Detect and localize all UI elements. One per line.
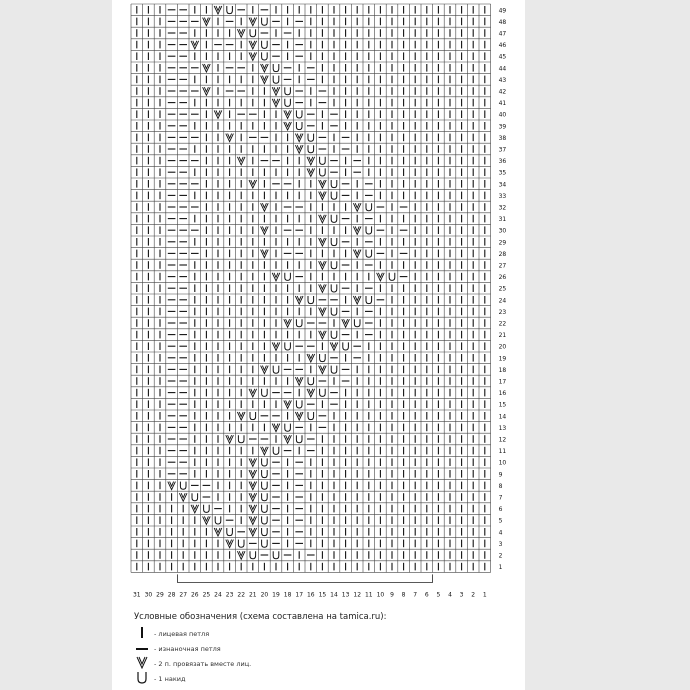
legend-label-knit: - лицевая петля [154, 629, 210, 638]
yarn-over-stitch [215, 516, 221, 524]
legend-row-purl [134, 641, 514, 656]
yarn-over-stitch [262, 516, 268, 524]
yarn-over-stitch [238, 435, 244, 443]
k2tog-stitch [249, 41, 257, 49]
yarn-over-stitch [273, 64, 279, 72]
row-number: 9 [498, 471, 503, 479]
yarn-over-stitch [331, 331, 337, 339]
k2tog-stitch [295, 377, 303, 385]
k2tog-stitch [249, 52, 257, 60]
k2tog-stitch [295, 296, 303, 304]
yarn-over-stitch [366, 203, 372, 211]
row-number: 8 [498, 482, 503, 490]
k2tog-stitch [249, 470, 257, 478]
k2tog-stitch [307, 168, 315, 176]
column-number: 1 [482, 591, 487, 599]
column-number: 11 [364, 591, 373, 599]
k2tog-stitch [249, 528, 257, 536]
yarn-over-stitch [366, 296, 372, 304]
k2tog-stitch [319, 331, 327, 339]
k2tog-stitch [261, 226, 269, 234]
yarn-over-stitch [331, 215, 337, 223]
row-number: 47 [498, 30, 507, 38]
k2tog-stitch [203, 87, 211, 95]
yarn-over-stitch [273, 551, 279, 559]
k2tog-stitch [272, 424, 280, 432]
row-number: 34 [498, 181, 507, 189]
yarn-over-stitch [204, 505, 210, 513]
yarn-over-stitch [180, 482, 186, 490]
k2tog-stitch [261, 250, 269, 258]
row-number: 11 [498, 448, 507, 456]
column-number: 27 [179, 591, 188, 599]
column-number: 2 [471, 591, 476, 599]
column-number: 29 [156, 591, 164, 599]
row-number: 10 [498, 459, 507, 467]
column-number: 23 [225, 591, 234, 599]
row-number: 44 [498, 65, 507, 73]
yarn-over-stitch [238, 540, 244, 548]
k2tog-stitch [353, 250, 361, 258]
row-number: 4 [498, 529, 503, 537]
yarn-over-stitch [308, 145, 314, 153]
yarn-over-stitch [262, 493, 268, 501]
k2tog-stitch [342, 319, 350, 327]
knit-stitch-icon [134, 627, 150, 640]
row-number: 40 [498, 111, 507, 119]
k2tog-stitch [237, 29, 245, 37]
row-number: 43 [498, 76, 507, 84]
k2tog-stitch [214, 6, 222, 14]
k2tog-stitch [295, 145, 303, 153]
column-number: 14 [330, 591, 338, 599]
column-number: 12 [353, 591, 362, 599]
k2tog-stitch [226, 540, 234, 548]
yarn-over-stitch [320, 157, 326, 165]
yarn-over-stitch [331, 284, 337, 292]
column-number: 21 [248, 591, 257, 599]
yarn-over-stitch [285, 87, 291, 95]
yarn-over-stitch [296, 122, 302, 130]
yarn-over-stitch [296, 435, 302, 443]
row-number: 31 [498, 216, 507, 224]
k2tog-stitch [191, 505, 199, 513]
yarn-over-stitch [320, 389, 326, 397]
row-number: 35 [498, 169, 507, 177]
column-number: 20 [260, 591, 269, 599]
yarn-over-stitch [308, 412, 314, 420]
k2tog-stitch [203, 64, 211, 72]
k2tog-stitch [261, 76, 269, 84]
column-number: 24 [214, 591, 222, 599]
k2tog-stitch [330, 342, 338, 350]
legend-row-yo [134, 671, 514, 686]
column-number: 5 [436, 591, 441, 599]
column-number: 7 [413, 591, 418, 599]
chart-sheet [112, 0, 525, 690]
yarn-over-stitch [262, 528, 268, 536]
k2tog-stitch [249, 482, 257, 490]
row-number: 14 [498, 413, 507, 421]
yarn-over-stitch [296, 400, 302, 408]
legend-label-yo: - 1 накид [154, 674, 186, 683]
k2tog-stitch [249, 458, 257, 466]
column-number: 26 [190, 591, 199, 599]
legend-row-k2tog [134, 656, 514, 671]
k2tog-stitch [319, 284, 327, 292]
yarn-over-stitch [227, 528, 233, 536]
row-number: 33 [498, 192, 507, 200]
yarn-over-stitch [308, 377, 314, 385]
column-number: 25 [202, 591, 211, 599]
row-number: 23 [498, 308, 507, 316]
k2tog-stitch [191, 41, 199, 49]
k2tog-stitch [307, 389, 315, 397]
yarn-over-stitch [250, 29, 256, 37]
row-number: 32 [498, 204, 507, 212]
legend-row-knit [134, 626, 514, 641]
k2tog-stitch [203, 516, 211, 524]
row-number: 5 [498, 517, 503, 525]
k2tog-stitch [249, 505, 257, 513]
column-number: 8 [401, 591, 406, 599]
k2tog-stitch [319, 180, 327, 188]
legend-label-purl: - изнаночная петля [154, 644, 221, 653]
row-number: 21 [498, 332, 507, 340]
row-number: 46 [498, 42, 507, 50]
column-number: 19 [272, 591, 280, 599]
yarn-over-stitch [262, 41, 268, 49]
row-number: 2 [498, 552, 503, 560]
yarn-over-stitch [331, 261, 337, 269]
yarn-over-stitch [262, 389, 268, 397]
yarn-over-stitch [262, 458, 268, 466]
row-number: 6 [498, 506, 503, 514]
row-number: 42 [498, 88, 507, 96]
row-number: 37 [498, 146, 507, 154]
row-number: 41 [498, 100, 507, 108]
yarn-over-stitch [320, 354, 326, 362]
yarn-over-stitch [331, 238, 337, 246]
k2tog-stitch [353, 203, 361, 211]
k2tog-stitch [319, 308, 327, 316]
row-number: 25 [498, 285, 507, 293]
yarn-over-stitch [285, 342, 291, 350]
k2tog-stitch [261, 203, 269, 211]
repeat-bracket [177, 574, 432, 582]
purl-stitch-icon [134, 643, 150, 655]
yarn-over-icon [134, 671, 150, 686]
row-numbers [499, 7, 507, 571]
column-number: 13 [341, 591, 350, 599]
k2tog-stitch [319, 238, 327, 246]
k2tog-stitch [237, 157, 245, 165]
k2tog-stitch-icon [134, 656, 150, 671]
k2tog-stitch [319, 366, 327, 374]
row-number: 20 [498, 343, 507, 351]
k2tog-stitch [249, 180, 257, 188]
yarn-over-stitch [331, 180, 337, 188]
k2tog-stitch [284, 122, 292, 130]
row-number: 17 [498, 378, 507, 386]
row-number: 12 [498, 436, 507, 444]
yarn-over-stitch [262, 482, 268, 490]
column-number: 3 [459, 591, 464, 599]
knitting-chart [112, 0, 525, 612]
yarn-over-stitch [331, 192, 337, 200]
k2tog-stitch [249, 389, 257, 397]
column-number: 4 [448, 591, 452, 599]
yarn-over-stitch [296, 110, 302, 118]
k2tog-stitch [319, 215, 327, 223]
row-number: 36 [498, 158, 507, 166]
k2tog-stitch [249, 516, 257, 524]
legend-label-k2tog: - 2 п. провязать вместе лиц. [154, 659, 252, 668]
k2tog-stitch [261, 447, 269, 455]
yarn-over-stitch [285, 424, 291, 432]
k2tog-stitch [353, 226, 361, 234]
yarn-over-stitch [308, 134, 314, 142]
yarn-over-stitch [262, 52, 268, 60]
legend [134, 612, 514, 686]
yarn-over-stitch [273, 366, 279, 374]
yarn-over-stitch [354, 319, 360, 327]
yarn-over-stitch [343, 342, 349, 350]
k2tog-stitch [319, 261, 327, 269]
k2tog-stitch [237, 412, 245, 420]
column-number: 9 [390, 591, 394, 599]
yarn-over-stitch [366, 226, 372, 234]
row-number: 1 [498, 564, 503, 572]
yarn-over-stitch [262, 18, 268, 26]
k2tog-stitch [353, 296, 361, 304]
k2tog-stitch [284, 319, 292, 327]
row-number: 38 [498, 134, 507, 142]
yarn-over-stitch [308, 296, 314, 304]
row-number: 18 [498, 366, 507, 374]
row-number: 48 [498, 18, 507, 26]
column-number: 22 [237, 591, 246, 599]
k2tog-stitch [295, 134, 303, 142]
yarn-over-stitch [366, 250, 372, 258]
k2tog-stitch [295, 412, 303, 420]
k2tog-stitch [249, 493, 257, 501]
k2tog-stitch [284, 400, 292, 408]
yarn-over-stitch [192, 493, 198, 501]
yarn-over-stitch [296, 319, 302, 327]
k2tog-stitch [214, 110, 222, 118]
yarn-over-stitch [273, 447, 279, 455]
column-numbers [133, 591, 487, 598]
k2tog-stitch [179, 493, 187, 501]
column-number: 30 [144, 591, 153, 599]
k2tog-stitch [307, 354, 315, 362]
yarn-over-stitch [331, 308, 337, 316]
yarn-over-stitch [331, 366, 337, 374]
row-number: 28 [498, 250, 507, 258]
yarn-over-stitch [389, 273, 395, 281]
row-number: 49 [498, 7, 507, 15]
row-number: 29 [498, 239, 507, 247]
row-number: 30 [498, 227, 507, 235]
k2tog-stitch [272, 342, 280, 350]
k2tog-stitch [284, 435, 292, 443]
row-number: 19 [498, 355, 507, 363]
yarn-over-stitch [250, 551, 256, 559]
column-number: 6 [424, 591, 429, 599]
column-number: 10 [376, 591, 385, 599]
yarn-over-stitch [320, 168, 326, 176]
row-number: 15 [498, 401, 507, 409]
row-number: 39 [498, 123, 507, 131]
row-number: 45 [498, 53, 507, 61]
row-number: 26 [498, 274, 507, 282]
k2tog-stitch [261, 366, 269, 374]
yarn-over-stitch [227, 6, 233, 14]
k2tog-stitch [226, 134, 234, 142]
k2tog-stitch [377, 273, 385, 281]
k2tog-stitch [261, 64, 269, 72]
row-number: 27 [498, 262, 507, 270]
k2tog-stitch [307, 157, 315, 165]
yarn-over-stitch [273, 76, 279, 84]
row-number: 3 [498, 540, 503, 548]
row-number: 16 [498, 390, 507, 398]
k2tog-stitch [272, 273, 280, 281]
column-number: 15 [318, 591, 327, 599]
column-number: 16 [306, 591, 315, 599]
k2tog-stitch [272, 87, 280, 95]
row-number: 13 [498, 424, 507, 432]
k2tog-stitch [319, 192, 327, 200]
yarn-over-stitch [285, 99, 291, 107]
k2tog-stitch [168, 482, 176, 490]
yarn-over-stitch [262, 470, 268, 478]
k2tog-stitch [214, 528, 222, 536]
column-number: 28 [167, 591, 176, 599]
k2tog-stitch [203, 18, 211, 26]
k2tog-stitch [237, 551, 245, 559]
k2tog-stitch [272, 99, 280, 107]
row-number: 22 [498, 320, 507, 328]
yarn-over-stitch [262, 540, 268, 548]
k2tog-stitch [226, 435, 234, 443]
row-number: 24 [498, 297, 507, 305]
yarn-over-stitch [262, 505, 268, 513]
yarn-over-stitch [285, 273, 291, 281]
column-number: 18 [283, 591, 292, 599]
k2tog-stitch [249, 18, 257, 26]
legend-title: Условные обозначения (схема составлена на tamica.ru): [134, 612, 387, 622]
column-number: 17 [295, 591, 304, 599]
column-number: 31 [132, 591, 141, 599]
k2tog-stitch [284, 110, 292, 118]
row-number: 7 [498, 494, 503, 502]
yarn-over-stitch [250, 412, 256, 420]
